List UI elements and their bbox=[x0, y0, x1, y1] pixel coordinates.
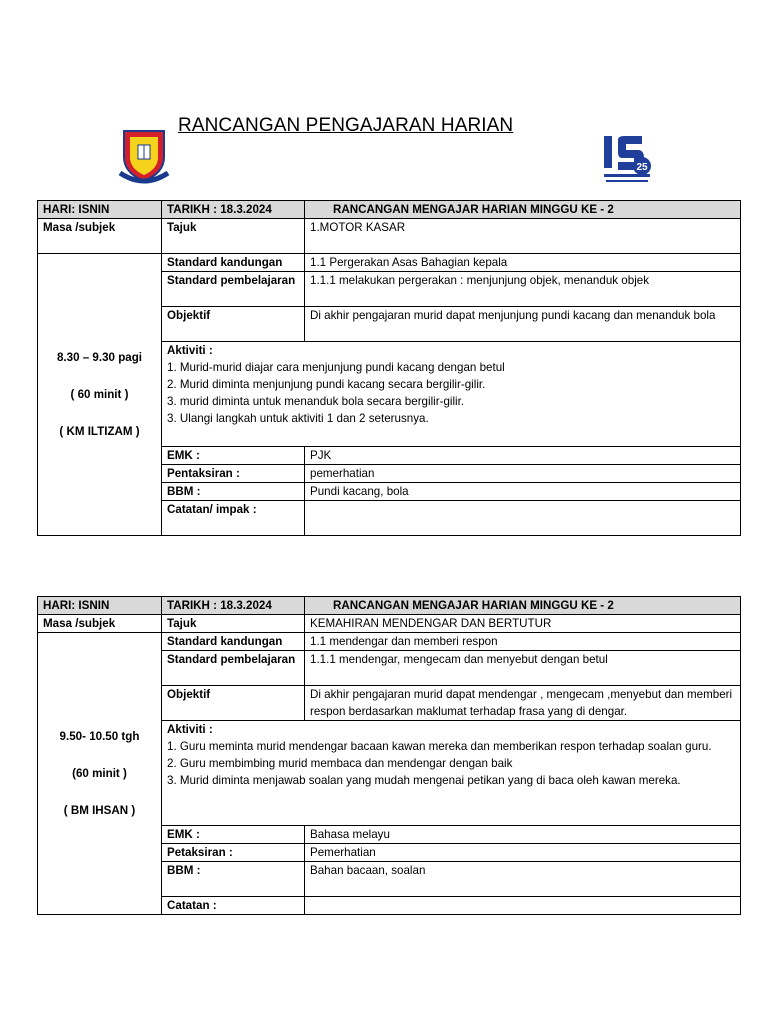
sp-value: 1.1.1 melakukan pergerakan : menjunjung objek, menanduk objek bbox=[305, 272, 741, 307]
subject-text: ( KM ILTIZAM ) bbox=[59, 425, 140, 438]
tajuk-row bbox=[38, 615, 741, 633]
time-slot-cell bbox=[38, 254, 162, 536]
aktiviti-item: 1. Guru meminta murid mendengar bacaan kawan mereka dan memberikan respon terhadap soalan guru. bbox=[167, 740, 712, 753]
aktiviti-item: 2. Guru membimbing murid membaca dan mendengar dengan baik bbox=[167, 757, 513, 770]
masa-label: Masa /subjek bbox=[38, 615, 162, 633]
minggu-cell: RANCANGAN MENGAJAR HARIAN MINGGU KE - 2 bbox=[305, 597, 741, 615]
subject-text: ( BM IHSAN ) bbox=[63, 804, 136, 817]
aktiviti-label: Aktiviti : bbox=[167, 723, 213, 736]
aktiviti-item: 3. Murid diminta menjawab soalan yang mudah mengenai petikan yang di baca oleh kawan mereka. bbox=[167, 774, 681, 787]
pentaksiran-label: Petaksiran : bbox=[162, 844, 305, 862]
bbm-label: BBM : bbox=[162, 862, 305, 897]
aktiviti-label: Aktiviti : bbox=[167, 344, 213, 357]
sp-label: Standard pembelajaran bbox=[162, 651, 305, 686]
hari-cell: HARI: ISNIN bbox=[38, 597, 162, 615]
plan-header-row bbox=[38, 597, 741, 615]
emk-label: EMK : bbox=[162, 447, 305, 465]
tajuk-label: Tajuk bbox=[162, 219, 305, 254]
aktiviti-item: 3. murid diminta untuk menanduk bola secara bergilir-gilir. bbox=[167, 395, 465, 408]
aktiviti-item: 3. Ulangi langkah untuk aktiviti 1 dan 2 seterusnya. bbox=[167, 412, 429, 425]
aktiviti-cell bbox=[162, 342, 741, 447]
sk-label: Standard kandungan bbox=[162, 633, 305, 651]
pentaksiran-value: pemerhatian bbox=[305, 465, 741, 483]
tajuk-value: KEMAHIRAN MENDENGAR DAN BERTUTUR bbox=[305, 615, 741, 633]
tajuk-row bbox=[38, 219, 741, 254]
tajuk-label: Tajuk bbox=[162, 615, 305, 633]
sk-value: 1.1 Pergerakan Asas Bahagian kepala bbox=[305, 254, 741, 272]
time-text: 9.50- 10.50 tgh bbox=[59, 730, 140, 743]
catatan-value bbox=[305, 897, 741, 915]
catatan-label: Catatan/ impak : bbox=[162, 501, 305, 536]
catatan-value bbox=[305, 501, 741, 536]
objektif-label: Objektif bbox=[162, 307, 305, 342]
objektif-label: Objektif bbox=[162, 686, 305, 721]
page-title: RANCANGAN PENGAJARAN HARIAN bbox=[178, 115, 514, 136]
sk-row bbox=[38, 633, 741, 651]
objektif-value: Di akhir pengajaran murid dapat menjunjung pundi kacang dan menanduk bola bbox=[305, 307, 741, 342]
sk-value: 1.1 mendengar dan memberi respon bbox=[305, 633, 741, 651]
school-crest-icon bbox=[118, 127, 170, 187]
sk-row bbox=[38, 254, 741, 272]
catatan-label: Catatan : bbox=[162, 897, 305, 915]
bbm-value: Pundi kacang, bola bbox=[305, 483, 741, 501]
plan-header-row bbox=[38, 201, 741, 219]
objektif-value: Di akhir pengajaran murid dapat mendengar , mengecam ,menyebut dan memberi respon berdasarkan maklumat terhadap frasa yang di dengar. bbox=[305, 686, 741, 721]
time-text: 8.30 – 9.30 pagi bbox=[56, 351, 143, 364]
duration-text: (60 minit ) bbox=[72, 767, 127, 780]
sp-value: 1.1.1 mendengar, mengecam dan menyebut dengan betul bbox=[305, 651, 741, 686]
bbm-value: Bahan bacaan, soalan bbox=[305, 862, 741, 897]
tarikh-cell: TARIKH : 18.3.2024 bbox=[162, 201, 305, 219]
time-slot-cell bbox=[38, 633, 162, 915]
hari-cell: HARI: ISNIN bbox=[38, 201, 162, 219]
emk-value: Bahasa melayu bbox=[305, 826, 741, 844]
aktiviti-item: 2. Murid diminta menjunjung pundi kacang secara bergilir-gilir. bbox=[167, 378, 486, 391]
aktiviti-item: 1. Murid-murid diajar cara menjunjung pundi kacang dengan betul bbox=[167, 361, 505, 374]
aktiviti-cell bbox=[162, 721, 741, 826]
bbm-label: BBM : bbox=[162, 483, 305, 501]
emk-label: EMK : bbox=[162, 826, 305, 844]
masa-label: Masa /subjek bbox=[38, 219, 162, 254]
duration-text: ( 60 minit ) bbox=[70, 388, 129, 401]
lesson-plan-table-1 bbox=[37, 200, 741, 536]
tarikh-cell: TARIKH : 18.3.2024 bbox=[162, 597, 305, 615]
tajuk-value: 1.MOTOR KASAR bbox=[305, 219, 741, 254]
pentaksiran-value: Pemerhatian bbox=[305, 844, 741, 862]
sp-label: Standard pembelajaran bbox=[162, 272, 305, 307]
is25-logo-icon bbox=[598, 130, 656, 188]
minggu-cell: RANCANGAN MENGAJAR HARIAN MINGGU KE - 2 bbox=[305, 201, 741, 219]
is25-logo-number: 25 bbox=[636, 162, 648, 173]
lesson-plan-table-2 bbox=[37, 596, 741, 915]
emk-value: PJK bbox=[305, 447, 741, 465]
sk-label: Standard kandungan bbox=[162, 254, 305, 272]
pentaksiran-label: Pentaksiran : bbox=[162, 465, 305, 483]
